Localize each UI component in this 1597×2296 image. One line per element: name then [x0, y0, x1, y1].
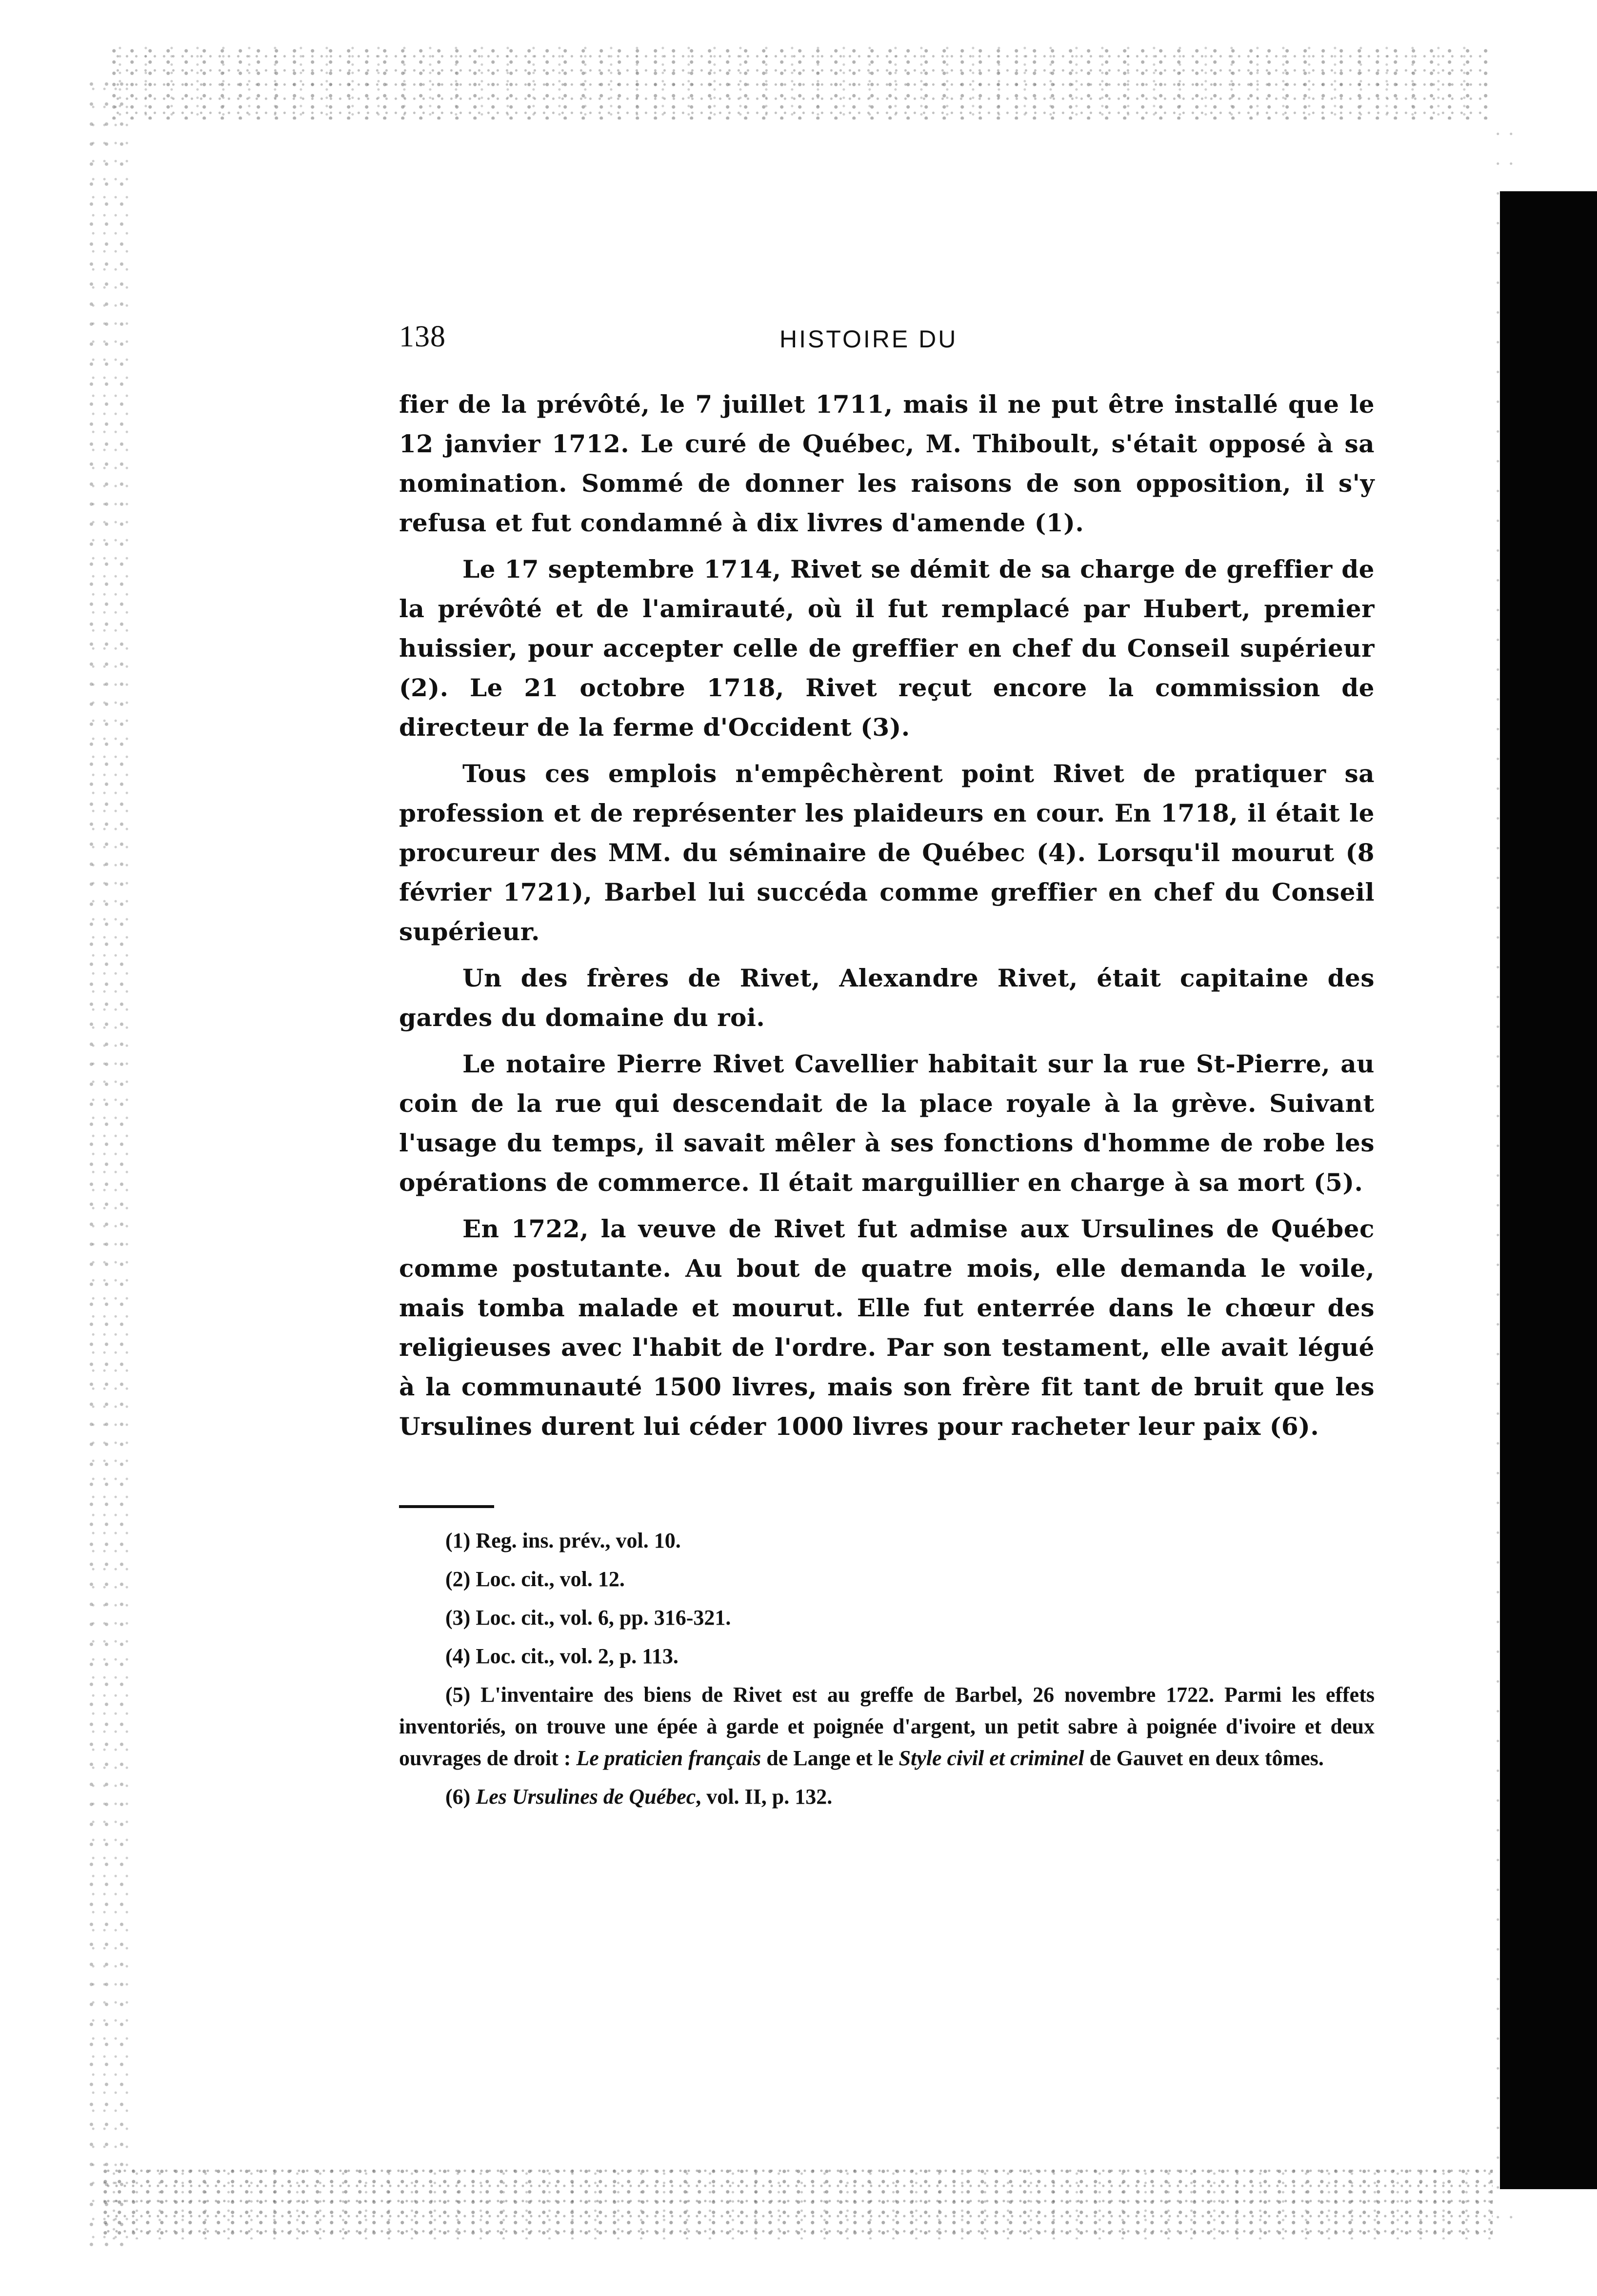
footnote-text: L'inventaire des biens de Rivet est au greffe de Barbel, 26 novembre 1722. Parmi les effets inventoriés, on trouve une épée à garde et poignée d'argent, un petit sabre à poignée d'ivoire et deux ouvrages de droit : [399, 1683, 1375, 1770]
page-number: 138 [399, 320, 446, 353]
scan-binding-shadow [1500, 191, 1597, 2189]
body-text [399, 384, 1375, 1453]
paragraph: Le notaire Pierre Rivet Cavellier habitait sur la rue St-Pierre, au coin de la rue qui descendait de la place royale à la grève. Suivant l'usage du temps, il savait mêler à ses fonctions d'homme de robe les opérations de commerce. Il était marguillier en charge à sa mort (5). [399, 1049, 1375, 1197]
footnote-number: (5) [445, 1683, 471, 1707]
page-header [399, 317, 1379, 361]
footnote-number: (3) [445, 1606, 471, 1630]
footnote-number: (4) [445, 1644, 471, 1668]
running-head: HISTOIRE DU [779, 325, 958, 353]
footnote [399, 1781, 1375, 1813]
footnote [399, 1679, 1375, 1774]
footnote-number: (1) [445, 1529, 471, 1552]
footnote-italic-title: Les Ursulines de Québec [476, 1785, 696, 1809]
footnote-text: de Lange et le [761, 1746, 899, 1770]
footnote [399, 1640, 1375, 1672]
footnote [399, 1525, 1375, 1556]
scan-noise-top [112, 46, 1488, 120]
footnote-separator [399, 1505, 494, 1508]
scan-noise-left [85, 78, 132, 2249]
paragraph: En 1722, la veuve de Rivet fut admise aux Ursulines de Québec comme postutante. Au bout de quatre mois, elle demanda le voile, mais tomba malade et mourut. Elle fut enterrée dans le chœur des religieuses avec l'habit de l'ordre. Par son testament, elle avait légué à la communauté 1500 livres, mais son frère fit tant de bruit que les Ursulines durent lui céder 1000 livres pour racheter leur paix (6). [399, 1214, 1375, 1441]
footnote-italic-title: Style civil et criminel [898, 1746, 1084, 1770]
footnote-text: de Gauvet en deux tômes. [1084, 1746, 1324, 1770]
footnote [399, 1563, 1375, 1595]
footnote [399, 1602, 1375, 1633]
footnote-text: Loc. cit., vol. 12. [476, 1567, 625, 1591]
footnote-italic-title: Le praticien français [576, 1746, 761, 1770]
footnote-number: (6) [445, 1785, 471, 1809]
footnote-text: Loc. cit., vol. 2, p. 113. [476, 1644, 679, 1668]
paragraph: Le 17 septembre 1714, Rivet se démit de sa charge de greffier de la prévôté et de l'amirauté, où il fut remplacé par Hubert, premier huissier, pour accepter celle de greffier en chef du Conseil supérieur (2). Le 21 octobre 1718, Rivet reçut encore la commission de directeur de la ferme d'Occident (3). [399, 555, 1375, 742]
scan-noise-bottom [102, 2166, 1493, 2239]
footnotes [399, 1525, 1375, 1819]
footnote-text: , vol. II, p. 132. [696, 1785, 833, 1809]
paragraph: Tous ces emplois n'empêchèrent point Rivet de pratiquer sa profession et de représenter les plaideurs en cour. En 1718, il était le procureur des MM. du séminaire de Québec (4). Lorsqu'il mourut (8 février 1721), Barbel lui succéda comme greffier en chef du Conseil supérieur. [399, 759, 1375, 946]
footnote-text: Loc. cit., vol. 6, pp. 316-321. [476, 1606, 731, 1630]
paragraph: fier de la prévôté, le 7 juillet 1711, mais il ne put être installé que le 12 janvier 1712. Le curé de Québec, M. Thiboult, s'était opposé à sa nomination. Sommé de donner les raisons de son opposition, il s'y refusa et fut condamné à dix livres d'amende (1). [399, 390, 1375, 537]
footnote-number: (2) [445, 1567, 471, 1591]
paragraph: Un des frères de Rivet, Alexandre Rivet, était capitaine des gardes du domaine du roi. [399, 964, 1375, 1032]
footnote-text: Reg. ins. prév., vol. 10. [476, 1529, 681, 1552]
